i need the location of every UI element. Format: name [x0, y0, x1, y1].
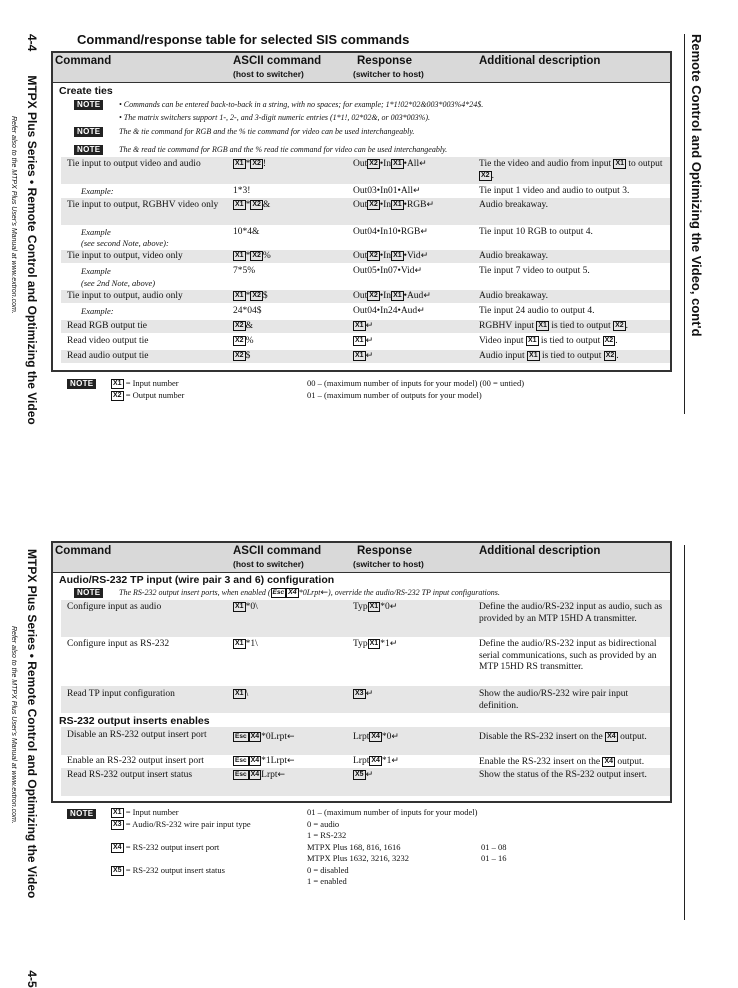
- description-cell: Tie input 24 audio to output 4.: [479, 306, 595, 316]
- response-cell: [353, 732, 399, 744]
- command-cell: Configure input as audio: [67, 602, 162, 612]
- x1-var: X1: [393, 160, 402, 167]
- desc-part: Video input: [479, 336, 526, 346]
- description-cell: Show the audio/RS-232 wire pair input definition.: [479, 689, 629, 711]
- resp-part: Out: [353, 291, 368, 301]
- desc-part: .: [625, 321, 628, 331]
- x2-var: X2: [605, 352, 615, 359]
- note-text: • Commands can be entered back-to-back in a string, with no spaces; for example; 1*1!02*02&003*003%4*24$.: [119, 100, 484, 109]
- x2-var: X2: [369, 292, 378, 299]
- left-refer-lower: [7, 626, 25, 824]
- resp-part: •Aud: [403, 291, 424, 301]
- sis-table-create-ties: [51, 51, 672, 372]
- footnote-x1: [111, 807, 179, 818]
- note-part: The RS-232 output insert ports, when enabled (: [119, 588, 271, 597]
- x1-var: X1: [113, 809, 122, 816]
- note-part: *0Lrpt: [298, 588, 321, 597]
- example-label: Example:: [81, 186, 114, 196]
- note-badge: NOTE: [74, 127, 103, 137]
- response-cell: [353, 186, 421, 198]
- desc-part: is tied to output: [539, 351, 604, 361]
- header-command: Command: [55, 545, 112, 557]
- response-cell: [353, 770, 373, 782]
- footnote-x1: [111, 378, 179, 389]
- desc-part: .: [616, 351, 619, 361]
- command-cell: Read audio output tie: [67, 351, 149, 361]
- resp-part: Lrpt: [353, 732, 370, 742]
- return-arrow-icon: ←: [287, 732, 295, 742]
- header-response-sub: (switcher to host): [353, 559, 424, 569]
- page-title: Command/response table for selected SIS commands: [77, 32, 410, 47]
- left-running-head-lower: [23, 549, 41, 988]
- return-icon: ↵: [391, 732, 399, 742]
- header-response: Response: [357, 545, 412, 557]
- section-title: Create ties: [59, 85, 113, 97]
- command-cell: Read video output tie: [67, 336, 149, 346]
- x5-var: X5: [113, 867, 122, 874]
- x1-var: X1: [393, 201, 402, 208]
- ascii-cell: [233, 351, 250, 363]
- footnote-def: = RS-232 output insert status: [123, 865, 225, 875]
- return-icon: ↵: [365, 689, 374, 699]
- left-refer-upper: [7, 116, 25, 314]
- example-label-sub: (see 2nd Note, above): [81, 278, 156, 288]
- resp-part: •In: [379, 200, 392, 210]
- resp-part: *0: [380, 602, 390, 612]
- ascii-cell: X1 * X2 !: [235, 159, 267, 169]
- refer-link[interactable]: www.extron.com.: [10, 770, 17, 824]
- return-icon: ↵: [426, 200, 435, 210]
- ascii-cell: X1 * X2 %: [235, 251, 271, 261]
- footnote-x2: [111, 390, 184, 401]
- response-cell: [353, 227, 428, 239]
- running-head: MTPX Plus Series • Remote Control and Optimizing the Video: [25, 549, 39, 899]
- x1-var: X1: [355, 337, 364, 344]
- ascii-cell: [233, 336, 253, 348]
- response-cell: [353, 351, 373, 363]
- ascii-text: Lrpt: [261, 770, 278, 780]
- example-label-sub: (see second Note, above):: [81, 238, 169, 248]
- footnote-x5-disabled: 0 = disabled: [307, 865, 349, 875]
- x2-var: X2: [615, 322, 624, 329]
- esc-key: Esc: [235, 733, 247, 740]
- description-cell: Define the audio/RS-232 input as bidirectional serial communications, such as provided by an MTP 15HD RS transmitter.: [479, 639, 657, 672]
- x1-var: X1: [538, 322, 547, 329]
- desc-part: to output: [626, 159, 663, 169]
- ascii-suffix: &: [245, 321, 253, 331]
- resp-part: Typ: [353, 602, 368, 612]
- header-ascii-sub: (host to switcher): [233, 69, 304, 79]
- ascii-suffix: %: [245, 336, 254, 346]
- x1-var: X1: [615, 160, 625, 167]
- x4-var: X4: [604, 758, 614, 765]
- resp-part: •In: [379, 251, 392, 261]
- description-cell: Tie input 7 video to output 5.: [479, 266, 590, 276]
- x4-var: X4: [113, 844, 122, 851]
- x1-var: X1: [393, 292, 402, 299]
- response-cell: [353, 159, 427, 171]
- x2-var: X2: [252, 160, 261, 167]
- x1-var: X1: [113, 380, 122, 387]
- response-cell: [353, 251, 428, 263]
- desc-part: output.: [615, 757, 645, 767]
- note-badge: NOTE: [67, 809, 96, 819]
- ascii-cell: [233, 321, 253, 333]
- description-cell: Audio breakaway.: [479, 251, 549, 261]
- return-icon: ↵: [412, 186, 421, 196]
- ascii-text: *1Lrpt: [261, 756, 287, 766]
- resp-part: *1: [381, 756, 392, 766]
- header-ascii-sub: (host to switcher): [233, 559, 304, 569]
- return-arrow-icon: ←: [277, 770, 286, 780]
- x1-var: X1: [369, 603, 379, 610]
- footnote-x5-enabled: 1 = enabled: [307, 876, 347, 886]
- resp-part: Out: [353, 200, 368, 210]
- footnote-x4-range1: 01 – 08: [481, 842, 507, 852]
- return-icon: ↵: [389, 639, 398, 649]
- running-head: MTPX Plus Series • Remote Control and Optimizing the Video: [25, 75, 39, 425]
- x1-var: X1: [235, 160, 244, 167]
- esc-key: Esc: [272, 589, 285, 596]
- ascii-cell: 1*3!: [233, 186, 251, 196]
- resp-text: Out03•In01•All: [353, 186, 413, 196]
- x1-var: X1: [355, 352, 364, 359]
- x2-var: X2: [113, 392, 122, 399]
- command-cell: Configure input as RS-232: [67, 639, 170, 649]
- description-cell: [479, 321, 628, 333]
- example-label: Example: [81, 266, 111, 276]
- esc-key: Esc: [235, 771, 247, 778]
- footnote-x3-audio: 0 = audio: [307, 819, 340, 829]
- header-response-sub: (switcher to host): [353, 69, 424, 79]
- response-cell: [353, 602, 397, 614]
- ascii-suffix: $: [262, 291, 268, 301]
- resp-part: *0: [381, 732, 392, 742]
- x1-var: X1: [235, 640, 244, 647]
- return-icon: ↵: [389, 602, 398, 612]
- resp-part: •In: [379, 291, 392, 301]
- footnote-x1-range: 01 – (maximum number of inputs for your model): [307, 807, 478, 817]
- desc-part: Audio input: [479, 351, 528, 361]
- note-text: The & tie command for RGB and the % tie command for video can be used interchangeably.: [119, 127, 415, 136]
- note-badge: NOTE: [74, 145, 103, 155]
- description-cell: [479, 159, 669, 182]
- return-icon: ↵: [419, 159, 427, 169]
- ascii-cell: [233, 639, 258, 651]
- resp-part: Out: [353, 251, 368, 261]
- command-cell: Tie input to output, video only: [67, 251, 183, 261]
- resp-text: Out04•In24•Aud: [353, 306, 418, 316]
- ascii-cell: [233, 756, 295, 768]
- footnote-x3-rs232: 1 = RS-232: [307, 830, 347, 840]
- x1-var: X1: [235, 201, 244, 208]
- x2-var: X2: [252, 201, 261, 208]
- ascii-text: \: [245, 689, 249, 699]
- response-cell: [353, 689, 373, 701]
- description-cell: Tie input 1 video and audio to output 3.: [479, 186, 630, 196]
- description-cell: [479, 732, 647, 744]
- right-divider: [684, 34, 685, 414]
- description-cell: [479, 757, 644, 769]
- description-cell: [479, 336, 618, 348]
- command-cell: Tie input to output video and audio: [67, 159, 201, 169]
- ascii-suffix: !: [262, 159, 267, 169]
- note-text: [119, 588, 500, 598]
- x2-var: X2: [235, 322, 244, 329]
- x5-var: X5: [355, 771, 364, 778]
- command-cell: Read RS-232 output insert status: [67, 770, 193, 780]
- x1-var: X1: [235, 252, 244, 259]
- resp-text: Out05•In07•Vid: [353, 266, 415, 276]
- x2-var: X2: [252, 292, 261, 299]
- desc-part: Disable the RS-232 insert on the: [479, 732, 606, 742]
- return-icon: ↵: [365, 336, 374, 346]
- x4-var: X4: [250, 757, 260, 764]
- x2-var: X2: [369, 201, 378, 208]
- return-arrow-icon: ←: [320, 588, 329, 598]
- x1-var: X1: [235, 603, 244, 610]
- x2-var: X2: [369, 160, 378, 167]
- left-running-head-upper: [23, 34, 41, 425]
- command-cell: Tie input to output, RGBHV video only: [67, 200, 219, 210]
- description-cell: Define the audio/RS-232 input as audio, such as provided by an MTP 15HD A transmitter.: [479, 602, 663, 624]
- footnote-def: = Audio/RS-232 wire pair input type: [123, 819, 251, 829]
- description-cell: [479, 351, 619, 363]
- command-cell: Read RGB output tie: [67, 321, 147, 331]
- footnote-x4-model1: MTPX Plus 168, 816, 1616: [307, 842, 401, 852]
- x1-var: X1: [355, 322, 364, 329]
- response-cell: [353, 266, 422, 278]
- description-cell: Show the status of the RS-232 output insert.: [479, 770, 647, 780]
- return-icon: ↵: [420, 251, 429, 261]
- command-cell: Tie input to output, audio only: [67, 291, 183, 301]
- right-head-text: Remote Control and Optimizing the Video, cont'd: [689, 34, 704, 337]
- ascii-cell: 24*04$: [233, 306, 262, 316]
- sis-table-rs232: [51, 541, 672, 803]
- desc-part: .: [491, 170, 494, 181]
- footnote-x4-model2: MTPX Plus 1632, 3216, 3232: [307, 853, 410, 863]
- header-description: Additional description: [479, 545, 601, 557]
- refer-link[interactable]: www.extron.com.: [10, 260, 17, 314]
- footnote-def: = RS-232 output insert port: [123, 842, 220, 852]
- x2-var: X2: [235, 337, 244, 344]
- ascii-cell: [233, 689, 248, 701]
- footnote-x1-range: 00 – (maximum number of inputs for your model) (00 = untied): [307, 378, 525, 388]
- return-icon: ↵: [391, 756, 399, 766]
- ascii-cell: [233, 770, 285, 782]
- x2-var: X2: [235, 352, 244, 359]
- footnote-x4-range2: 01 – 16: [481, 853, 507, 863]
- response-cell: [353, 291, 431, 303]
- note-part: ), override the audio/RS-232 TP input configurations.: [328, 588, 500, 597]
- desc-part: .: [615, 336, 618, 346]
- x4-var: X4: [288, 589, 297, 596]
- footnote-x4: [111, 842, 219, 853]
- ascii-suffix: &: [262, 200, 271, 210]
- refer-text: Refer also to the MTPX Plus User's Manual at: [10, 626, 17, 771]
- right-running-head: [689, 34, 704, 337]
- return-icon: ↵: [420, 227, 428, 237]
- x2-var: X2: [252, 252, 261, 259]
- note-badge: NOTE: [74, 100, 103, 110]
- note-text: The & read tie command for RGB and the % read tie command for video can be used interchangeably.: [119, 145, 448, 154]
- header-command: Command: [55, 55, 112, 67]
- return-icon: ↵: [417, 306, 425, 316]
- page-number: 4-5: [25, 970, 39, 988]
- ascii-cell: 7*5%: [233, 266, 256, 276]
- description-cell: Audio breakaway.: [479, 291, 549, 301]
- desc-part: Enable the RS-232 insert on the: [479, 757, 603, 767]
- ascii-suffix: %: [262, 251, 271, 261]
- response-cell: [353, 639, 397, 651]
- description-cell: Tie input 10 RGB to output 4.: [479, 227, 593, 237]
- return-arrow-icon: ←: [287, 756, 295, 766]
- description-cell: Audio breakaway.: [479, 200, 549, 210]
- command-cell: Enable an RS-232 output insert port: [67, 756, 204, 766]
- ascii-cell: [233, 602, 258, 614]
- header-ascii: ASCII command: [233, 55, 322, 67]
- x2-var: X2: [369, 252, 378, 259]
- x4-var: X4: [371, 733, 380, 740]
- response-cell: [353, 756, 399, 768]
- response-cell: [353, 321, 373, 333]
- ascii-text: *0\: [245, 602, 258, 612]
- x4-var: X4: [250, 771, 260, 778]
- footnote-x2-range: 01 – (maximum number of outputs for your model): [307, 390, 482, 400]
- x1-var: X1: [235, 690, 244, 697]
- desc-part: output.: [617, 732, 647, 742]
- desc-part: RGBHV input: [479, 321, 537, 331]
- resp-part: •In: [379, 159, 392, 169]
- note-text: • The matrix switchers support 1-, 2-, and 3-digit numeric entries (1*1!, 02*02&, or 003*003%).: [119, 113, 430, 122]
- x1-var: X1: [393, 252, 402, 259]
- return-icon: ↵: [365, 351, 374, 361]
- footnote-def: = Output number: [123, 390, 185, 400]
- header-response: Response: [357, 55, 412, 67]
- resp-part: Typ: [353, 639, 368, 649]
- return-icon: ↵: [414, 266, 423, 276]
- ascii-cell: X1 * X2 $: [235, 291, 268, 301]
- command-cell: Read TP input configuration: [67, 689, 175, 699]
- refer-text: Refer also to the MTPX Plus User's Manual at: [10, 116, 17, 261]
- footnote-def: = Input number: [123, 807, 179, 817]
- resp-part: •RGB: [403, 200, 427, 210]
- ascii-text: *1\: [245, 639, 258, 649]
- note-badge: NOTE: [67, 379, 96, 389]
- header-ascii: ASCII command: [233, 545, 322, 557]
- ascii-cell: X1 * X2 &: [235, 200, 271, 210]
- x4-var: X4: [607, 733, 616, 740]
- header-description: Additional description: [479, 55, 601, 67]
- x3-var: X3: [113, 821, 122, 828]
- x2-var: X2: [481, 171, 490, 179]
- section-title: RS-232 output inserts enables: [59, 715, 210, 727]
- x1-var: X1: [235, 292, 244, 299]
- table-header: [53, 543, 670, 573]
- x4-var: X4: [250, 733, 260, 740]
- desc-part: is tied to output: [538, 336, 603, 346]
- page-number: 4-4: [25, 34, 39, 52]
- x4-var: X4: [371, 757, 380, 764]
- example-label: Example:: [81, 306, 114, 316]
- desc-part: Tie the video and audio from input: [479, 159, 614, 169]
- resp-part: •Vid: [403, 251, 421, 261]
- resp-part: Out: [353, 159, 368, 169]
- x1-var: X1: [369, 640, 379, 647]
- table-header: [53, 53, 670, 83]
- response-cell: [353, 336, 373, 348]
- section-title: Audio/RS-232 TP input (wire pair 3 and 6) configuration: [59, 574, 335, 586]
- return-icon: ↵: [365, 321, 374, 331]
- ascii-suffix: $: [245, 351, 251, 361]
- resp-text: Out04•In10•RGB: [353, 227, 421, 237]
- command-cell: Disable an RS-232 output insert port: [67, 730, 207, 740]
- x1-var: X1: [527, 337, 537, 344]
- x2-var: X2: [604, 337, 614, 344]
- response-cell: [353, 306, 425, 318]
- ascii-text: *0Lrpt: [261, 732, 287, 742]
- desc-part: is tied to output: [548, 321, 614, 331]
- footnote-x5: [111, 865, 225, 876]
- return-icon: ↵: [423, 291, 431, 301]
- x3-var: X3: [355, 690, 364, 697]
- resp-part: *1: [380, 639, 390, 649]
- ascii-cell: 10*4&: [233, 227, 260, 237]
- esc-key: Esc: [235, 757, 247, 764]
- x1-var: X1: [529, 352, 538, 359]
- response-cell: [353, 200, 434, 212]
- resp-part: •All: [403, 159, 420, 169]
- right-divider-lower: [684, 545, 685, 920]
- return-icon: ↵: [365, 770, 374, 780]
- resp-part: Lrpt: [353, 756, 370, 766]
- ascii-cell: [233, 732, 295, 744]
- example-label: Example: [81, 227, 111, 237]
- footnote-def: = Input number: [123, 378, 179, 388]
- footnote-x3: [111, 819, 251, 830]
- note-badge: NOTE: [74, 588, 103, 598]
